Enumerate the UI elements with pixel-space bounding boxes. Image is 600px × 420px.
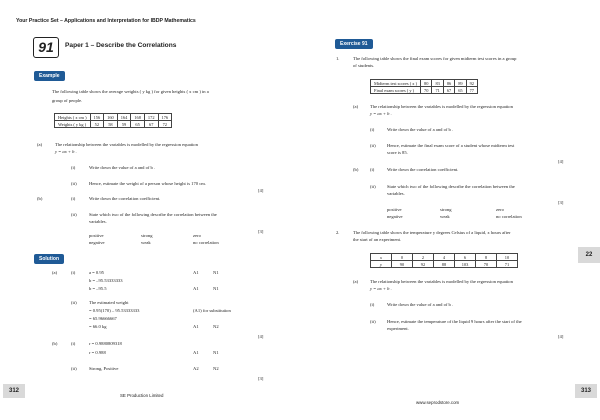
part-a-label: (a) bbox=[37, 142, 43, 147]
part-aii-text: Hence, estimate the weight of a person whose height is 170 cm. bbox=[89, 181, 206, 186]
footer-left: SE Production Limited bbox=[120, 393, 164, 398]
option-col-2b: weak bbox=[440, 214, 450, 219]
table-row bbox=[371, 87, 478, 94]
q2ai-text: Write down the value of a and of b . bbox=[387, 302, 454, 307]
table-cell: 67 bbox=[144, 121, 158, 128]
option-col-3b: no correlation bbox=[496, 214, 522, 219]
table-cell: 77 bbox=[466, 87, 477, 94]
part-ai-text: Write down the value of a and of b . bbox=[89, 165, 156, 170]
option-col-1a: positive bbox=[89, 233, 104, 238]
q1-text-2: of students. bbox=[353, 63, 375, 68]
sol-bi-num: (i) bbox=[71, 341, 76, 346]
table-cell: 83 bbox=[432, 80, 443, 87]
option-col-1b: negative bbox=[387, 214, 403, 219]
table-cell: 58 bbox=[104, 121, 118, 128]
table-cell: 88 bbox=[434, 261, 455, 268]
part-bi-text: Write down the correlation coefficient. bbox=[89, 196, 161, 201]
sol-marks-4: [4] bbox=[258, 334, 264, 339]
table-cell: 156 bbox=[90, 114, 104, 121]
sol-mark: A2 bbox=[193, 366, 199, 371]
q1-table bbox=[370, 79, 478, 94]
option-col-1b: negative bbox=[89, 240, 105, 245]
q2aii-text-2: experiment. bbox=[387, 326, 409, 331]
sol-mark: N1 bbox=[213, 350, 219, 355]
table-cell: 2 bbox=[413, 254, 434, 261]
chapter-title: Paper 1 – Describe the Correlations bbox=[65, 42, 177, 49]
table-cell: Heights ( x cm ) bbox=[55, 114, 91, 121]
example-label: Example bbox=[34, 71, 65, 81]
table-row bbox=[55, 114, 172, 121]
q1a-equation: y = ax + b . bbox=[370, 111, 392, 116]
option-col-3b: no correlation bbox=[193, 240, 219, 245]
sol-line: b = –95.53333333 bbox=[89, 278, 123, 283]
q2a-equation: y = ax + b . bbox=[370, 286, 392, 291]
q1bi-num: (i) bbox=[370, 167, 375, 172]
q2a-text: The relationship between the variables is modelled by the regression equation bbox=[370, 279, 513, 284]
sol-aii-num: (ii) bbox=[71, 300, 77, 305]
sol-mark: A1 bbox=[193, 324, 199, 329]
part-b-label: (b) bbox=[37, 196, 43, 201]
q2ai-num: (i) bbox=[370, 302, 375, 307]
sol-line: Strong, Positive bbox=[89, 366, 119, 371]
part-aii-num: (ii) bbox=[71, 181, 77, 186]
q1aii-num: (ii) bbox=[370, 143, 376, 148]
q1bii-text-1: State which two of the following describe the correlation between the bbox=[387, 184, 515, 189]
table-cell: 10 bbox=[497, 254, 518, 261]
option-col-2a: strong bbox=[141, 233, 153, 238]
table-cell: 103 bbox=[455, 261, 476, 268]
sol-mark: A1 bbox=[193, 350, 199, 355]
sol-line: = 0.95(170) – 95.53333333 bbox=[89, 308, 140, 313]
table-cell: Final exam scores ( y ) bbox=[371, 87, 421, 94]
part-bii-text-2: variables. bbox=[89, 219, 107, 224]
chapter-number-box: 91 bbox=[33, 37, 59, 58]
table-cell: 72 bbox=[158, 121, 172, 128]
sol-mark: N1 bbox=[213, 270, 219, 275]
exercise-label: Exercise 91 bbox=[335, 39, 373, 49]
table-cell: 65 bbox=[131, 121, 145, 128]
table-cell: 71 bbox=[497, 261, 518, 268]
sol-line: The estimated weight bbox=[89, 300, 129, 305]
table-cell: 71 bbox=[432, 87, 443, 94]
q1a-text: The relationship between the variables is modelled by the regression equation bbox=[370, 104, 513, 109]
chapter-side-tab: 22 bbox=[578, 247, 600, 263]
table-cell: x bbox=[371, 254, 392, 261]
sol-bii-num: (ii) bbox=[71, 366, 77, 371]
table-cell: 0 bbox=[392, 254, 413, 261]
example-table bbox=[54, 113, 172, 128]
q1bi-text: Write down the correlation coefficient. bbox=[387, 167, 459, 172]
table-cell: 65 bbox=[455, 87, 466, 94]
sol-line: a = 0.95 bbox=[89, 270, 104, 275]
table-cell: 164 bbox=[117, 114, 131, 121]
q2aii-text-1: Hence, estimate the temperature of the liquid 9 hours after the start of the bbox=[387, 319, 522, 324]
table-cell: 172 bbox=[144, 114, 158, 121]
part-bii-num: (ii) bbox=[71, 212, 77, 217]
option-col-3a: zero bbox=[496, 207, 504, 212]
option-col-2b: weak bbox=[141, 240, 151, 245]
marks-3: [3] bbox=[258, 229, 264, 234]
table-cell: 92 bbox=[466, 80, 477, 87]
table-cell: y bbox=[371, 261, 392, 268]
table-row bbox=[371, 80, 478, 87]
q1b-label: (b) bbox=[353, 167, 359, 172]
part-a-text: The relationship between the variables is modelled by the regression equation bbox=[55, 142, 198, 147]
q1-text-1: The following table shows the final exam scores for given midterm test scores in a group bbox=[353, 56, 517, 61]
q1-num: 1. bbox=[336, 56, 340, 61]
sol-mark: N1 bbox=[213, 286, 219, 291]
table-cell: 4 bbox=[434, 254, 455, 261]
sol-a-label: (a) bbox=[52, 270, 58, 275]
table-row bbox=[55, 121, 172, 128]
option-col-1a: positive bbox=[387, 207, 402, 212]
q1-marks-3: [3] bbox=[558, 200, 564, 205]
q1ai-text: Write down the value of a and of b . bbox=[387, 127, 454, 132]
sol-mark: N2 bbox=[213, 324, 219, 329]
sol-b-label: (b) bbox=[52, 341, 58, 346]
table-cell: 52 bbox=[90, 121, 104, 128]
table-cell: 90 bbox=[392, 261, 413, 268]
q2-marks-4: [4] bbox=[558, 334, 564, 339]
page-number-right: 313 bbox=[575, 384, 597, 398]
sol-mark: A1 bbox=[193, 286, 199, 291]
table-cell: 8 bbox=[476, 254, 497, 261]
table-cell: 6 bbox=[455, 254, 476, 261]
option-col-2a: strong bbox=[440, 207, 452, 212]
sol-line: = 66.0 kg bbox=[89, 324, 107, 329]
sol-line: r = 0.9880809318 bbox=[89, 341, 122, 346]
q1bii-num: (ii) bbox=[370, 184, 376, 189]
table-cell: 160 bbox=[104, 114, 118, 121]
part-bi-num: (i) bbox=[71, 196, 76, 201]
q1-marks-4: [4] bbox=[558, 159, 564, 164]
sol-mark: N2 bbox=[213, 366, 219, 371]
q1aii-text-2: score is 85. bbox=[387, 150, 408, 155]
q1bii-text-2: variables. bbox=[387, 191, 405, 196]
q1ai-num: (i) bbox=[370, 127, 375, 132]
table-cell: 59 bbox=[117, 121, 131, 128]
example-intro-2: group of people. bbox=[52, 98, 83, 103]
sol-mark: (A1) for substitution bbox=[193, 308, 231, 313]
sol-line: b = –95.5 bbox=[89, 286, 107, 291]
q2aii-num: (ii) bbox=[370, 319, 376, 324]
solution-label: Solution bbox=[34, 254, 64, 264]
part-ai-num: (i) bbox=[71, 165, 76, 170]
q2-table bbox=[370, 253, 518, 268]
sol-mark: A1 bbox=[193, 270, 199, 275]
q2-num: 2. bbox=[336, 230, 340, 235]
table-cell: 70 bbox=[476, 261, 497, 268]
page-number-left: 312 bbox=[3, 384, 25, 398]
part-bii-text-1: State which two of the following describe the correlation between the bbox=[89, 212, 217, 217]
table-cell: 86 bbox=[443, 80, 454, 87]
part-a-equation: y = ax + b . bbox=[55, 149, 77, 154]
q1a-label: (a) bbox=[353, 104, 359, 109]
marks-4: [4] bbox=[258, 188, 264, 193]
table-cell: 168 bbox=[131, 114, 145, 121]
table-cell: 89 bbox=[455, 80, 466, 87]
q1aii-text-1: Hence, estimate the final exam score of a student whose midterm test bbox=[387, 143, 515, 148]
table-cell: Midterm test scores ( x ) bbox=[371, 80, 421, 87]
footer-right: www.seprodstore.com bbox=[416, 400, 460, 405]
sol-marks-3: [3] bbox=[258, 376, 264, 381]
q2-text-2: the start of an experiment. bbox=[353, 237, 402, 242]
table-cell: 176 bbox=[158, 114, 172, 121]
table-cell: 70 bbox=[421, 87, 432, 94]
table-row bbox=[371, 254, 518, 261]
q2-text-1: The following table shows the temperature y degrees Celsius of a liquid, x hours after bbox=[353, 230, 511, 235]
option-col-3a: zero bbox=[193, 233, 201, 238]
book-header: Your Practice Set – Applications and Interpretation for IBDP Mathematics bbox=[16, 18, 196, 24]
table-cell: 67 bbox=[443, 87, 454, 94]
q2a-label: (a) bbox=[353, 279, 359, 284]
example-intro-1: The following table shows the average weights ( y kg ) for given heights ( x cm ) in a bbox=[52, 89, 209, 94]
sol-ai-num: (i) bbox=[71, 270, 76, 275]
table-cell: 80 bbox=[421, 80, 432, 87]
table-cell: Weights ( y kg ) bbox=[55, 121, 91, 128]
table-cell: 92 bbox=[413, 261, 434, 268]
table-row bbox=[371, 261, 518, 268]
sol-line: r = 0.988 bbox=[89, 350, 106, 355]
sol-line: = 65.96666667 bbox=[89, 316, 117, 321]
